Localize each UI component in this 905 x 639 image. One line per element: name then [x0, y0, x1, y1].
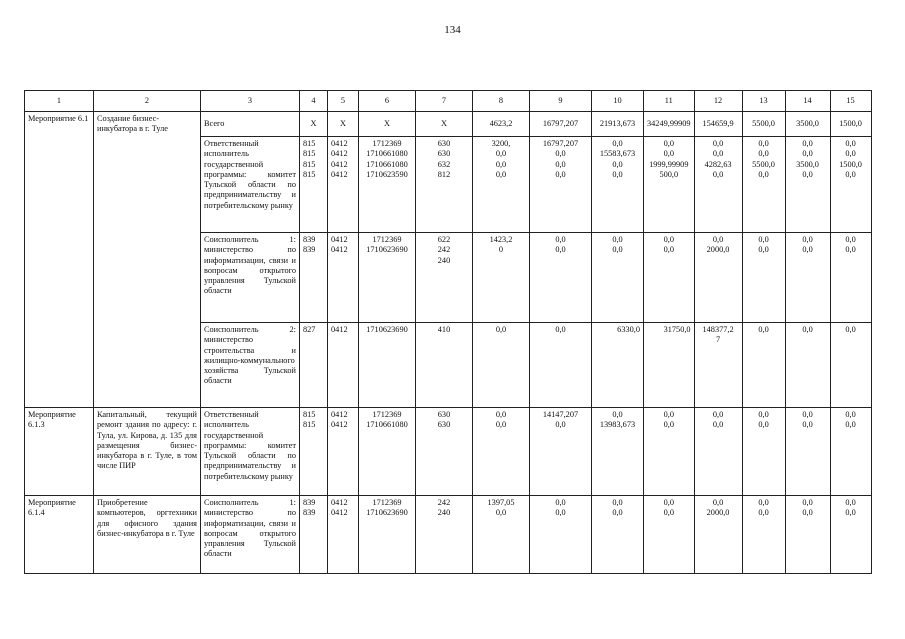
table-cell: 630 630 632 812 — [416, 137, 473, 233]
table-cell: 1712369 1710661080 1710661080 1710623590 — [359, 137, 416, 233]
table-cell: 0,0 0,0 1500,0 0,0 — [830, 137, 871, 233]
table-cell: 0,0 0,0 1999,99909 500,0 — [644, 137, 695, 233]
table-cell: 34249,99909 — [644, 112, 695, 137]
table-cell: 815 815 815 815 — [300, 137, 328, 233]
header-cell: 15 — [830, 91, 871, 112]
table-cell: 1712369 1710623690 — [359, 496, 416, 574]
table-cell: 0,0 0,0 3500,0 0,0 — [785, 137, 830, 233]
table-cell: 0412 — [328, 323, 359, 408]
table-cell: 0,0 — [830, 323, 871, 408]
executor-cell: Соисполнитель 1: министерство по информатизации, связи и вопросам открытого управления Тульской области — [201, 233, 300, 323]
executor-cell: Соисполнитель 2: министерство строительства и жилищно-коммунального хозяйства Тульской области — [201, 323, 300, 408]
table-cell: 1500,0 — [830, 112, 871, 137]
table-cell: 1710623690 — [359, 323, 416, 408]
budget-table — [24, 90, 872, 574]
table-cell: 6330,0 — [592, 323, 644, 408]
table-row — [25, 112, 872, 137]
table-cell: 16797,207 — [530, 112, 592, 137]
table-cell: 1712369 1710623690 — [359, 233, 416, 323]
executor-cell: Всего — [201, 112, 300, 137]
table-cell: 242 240 — [416, 496, 473, 574]
header-cell: 4 — [300, 91, 328, 112]
table-cell: 839 839 — [300, 233, 328, 323]
table-cell: 31750,0 — [644, 323, 695, 408]
table-cell: 0,0 0,0 — [644, 496, 695, 574]
table-cell: 622 242 240 — [416, 233, 473, 323]
table-cell: 1397,05 0,0 — [473, 496, 530, 574]
table-cell: 0,0 0,0 5500,0 0,0 — [742, 137, 785, 233]
table-row — [25, 496, 872, 574]
header-row — [25, 91, 872, 112]
table-cell: 815 815 — [300, 408, 328, 496]
table-cell: 0,0 0,0 — [742, 233, 785, 323]
header-cell: 13 — [742, 91, 785, 112]
table-cell: 0,0 0,0 — [530, 496, 592, 574]
table-cell: 0,0 — [742, 323, 785, 408]
table-cell: 0,0 0,0 — [742, 496, 785, 574]
table-cell: 0,0 0,0 — [742, 408, 785, 496]
header-cell: 3 — [201, 91, 300, 112]
table-cell: 0,0 0,0 — [644, 408, 695, 496]
table-cell: 5500,0 — [742, 112, 785, 137]
header-cell: 6 — [359, 91, 416, 112]
header-cell: 1 — [25, 91, 94, 112]
table-cell: 410 — [416, 323, 473, 408]
header-cell: 7 — [416, 91, 473, 112]
table-cell: 0,0 0,0 — [830, 496, 871, 574]
measure-name: Приобретение компьютеров, оргтехники для офисного здания бизнес-инкубатора в г. Туле — [94, 496, 201, 574]
table-cell: 0,0 0,0 4282,63 0,0 — [694, 137, 742, 233]
table-cell: 0,0 0,0 — [530, 233, 592, 323]
executor-cell: Ответственный исполнитель государственной программы: комитет Тульской области по предпринимательству и потребительскому рынку — [201, 137, 300, 233]
table-cell: 0412 0412 0412 0412 — [328, 137, 359, 233]
table-cell: 154659,9 — [694, 112, 742, 137]
measure-name: Создание бизнес-инкубатора в г. Туле — [94, 112, 201, 408]
table-cell: Х — [416, 112, 473, 137]
table-cell: 0,0 0,0 — [592, 233, 644, 323]
page-number: 134 — [444, 24, 461, 36]
table-cell: 0,0 0,0 — [785, 496, 830, 574]
executor-cell: Ответственный исполнитель государственной программы: комитет Тульской области по предпринимательству и потребительскому рынку — [201, 408, 300, 496]
table-cell: 0,0 0,0 — [694, 408, 742, 496]
table-cell: 630 630 — [416, 408, 473, 496]
header-cell: 14 — [785, 91, 830, 112]
table-cell: Х — [359, 112, 416, 137]
table-cell: 148377,2 7 — [694, 323, 742, 408]
table-cell: 0,0 0,0 — [785, 233, 830, 323]
header-cell: 11 — [644, 91, 695, 112]
table-cell: 1712369 1710661080 — [359, 408, 416, 496]
table-cell: 0,0 — [785, 323, 830, 408]
table-cell: 0412 0412 — [328, 408, 359, 496]
table-cell: 0,0 0,0 — [830, 408, 871, 496]
table-cell: 0,0 2000,0 — [694, 496, 742, 574]
table-cell: 0,0 15583,673 0,0 0,0 — [592, 137, 644, 233]
header-cell: 9 — [530, 91, 592, 112]
table-cell: 0,0 0,0 — [644, 233, 695, 323]
table-cell: 0,0 — [473, 323, 530, 408]
header-cell: 2 — [94, 91, 201, 112]
table-cell: 0,0 — [530, 323, 592, 408]
table-cell: 0,0 0,0 — [592, 496, 644, 574]
header-cell: 10 — [592, 91, 644, 112]
table-cell: 21913,673 — [592, 112, 644, 137]
table-cell: 0412 0412 — [328, 233, 359, 323]
header-cell: 12 — [694, 91, 742, 112]
measure-id: Мероприятие 6.1.3 — [25, 408, 94, 496]
table-cell: 1423,2 0 — [473, 233, 530, 323]
table-cell: 827 — [300, 323, 328, 408]
table-row — [25, 408, 872, 496]
measure-id: Мероприятие 6.1 — [25, 112, 94, 408]
table-cell: Х — [328, 112, 359, 137]
table-cell: 0,0 0,0 — [473, 408, 530, 496]
table-cell: 3500,0 — [785, 112, 830, 137]
table-cell: 16797,207 0,0 0,0 0,0 — [530, 137, 592, 233]
measure-id: Мероприятие 6.1.4 — [25, 496, 94, 574]
table-cell: 0,0 0,0 — [830, 233, 871, 323]
table-cell: 0,0 0,0 — [785, 408, 830, 496]
table-cell: 0412 0412 — [328, 496, 359, 574]
table-cell: 3200, 0,0 0,0 0,0 — [473, 137, 530, 233]
table-cell: Х — [300, 112, 328, 137]
table-cell: 839 839 — [300, 496, 328, 574]
header-cell: 5 — [328, 91, 359, 112]
executor-cell: Соисполнитель 1: министерство по информатизации, связи и вопросам открытого управления Тульской области — [201, 496, 300, 574]
table-cell: 0,0 2000,0 — [694, 233, 742, 323]
table-cell: 4623,2 — [473, 112, 530, 137]
table-cell: 14147,207 0,0 — [530, 408, 592, 496]
measure-name: Капитальный, текущий ремонт здания по адресу: г. Тула, ул. Кирова, д. 135 для размещения бизнес-инкубатора в г. Туле, в том числе ПИР — [94, 408, 201, 496]
table-cell: 0,0 13983,673 — [592, 408, 644, 496]
header-cell: 8 — [473, 91, 530, 112]
